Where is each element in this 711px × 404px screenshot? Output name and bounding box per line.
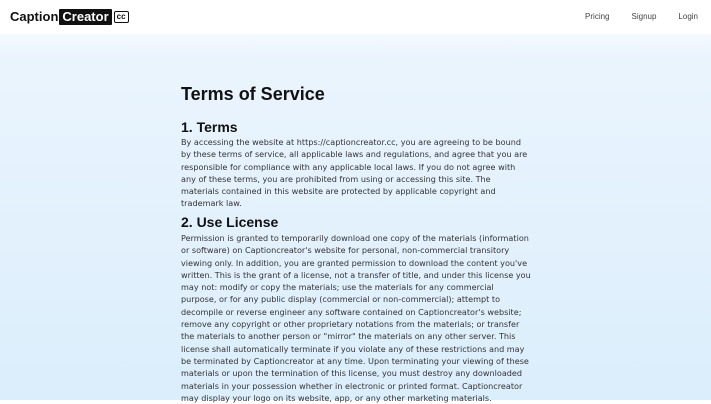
nav-links [563,11,698,22]
navbar [0,0,711,34]
section-heading-use-license: 2. Use License [181,214,279,230]
main-content [181,84,531,403]
nav-link-pricing[interactable]: Pricing [585,12,610,21]
nav-link-login[interactable]: Login [678,12,698,21]
section-heading-terms: 1. Terms [181,119,238,135]
logo[interactable] [10,8,129,26]
logo-cc-badge: cc [114,11,129,23]
logo-caption-text: Caption [10,9,59,24]
logo-creator-text: Creator [59,9,111,25]
page-title: Terms of Service [181,84,325,104]
nav-link-signup[interactable]: Signup [631,12,657,21]
section-body-terms: By accessing the website at https://captioncreator.cc, you are agreeing to be bound by these terms of service, all applicable laws and regulations, and agree that you are responsible for compliance with any applicable local laws. If you do not agree with any of these terms, you are prohibited from using or accessing this site. The materials contained in this website are protected by applicable copyright and trademark law. [181,137,528,209]
section-body-use-license: Permission is granted to temporarily download one copy of the materials (information or software) on Captioncreator's website for personal, non-commercial transitory viewing only. In addition, you are granted permission to download the content you've written. This is the grant of a license, not a transfer of title, and under this license you may not: modify or copy the materials; use the materials for any commercial purpose, or for any public display (commercial or non-commercial); attempt to decompile or reverse engineer any software contained on Captioncreator's website; remove any copyright or other proprietary notations from the materials; or transfer the materials to another person or "mirror" the materials on any other server. This license shall automatically terminate if you violate any of these restrictions and may be terminated by Captioncreator at any time. Upon terminating your viewing of these materials or upon the termination of this license, you must destroy any downloaded materials in your possession whether in electronic or printed format. Captioncreator may display your logo on its website, app, or any other marketing materials. [181,233,531,403]
